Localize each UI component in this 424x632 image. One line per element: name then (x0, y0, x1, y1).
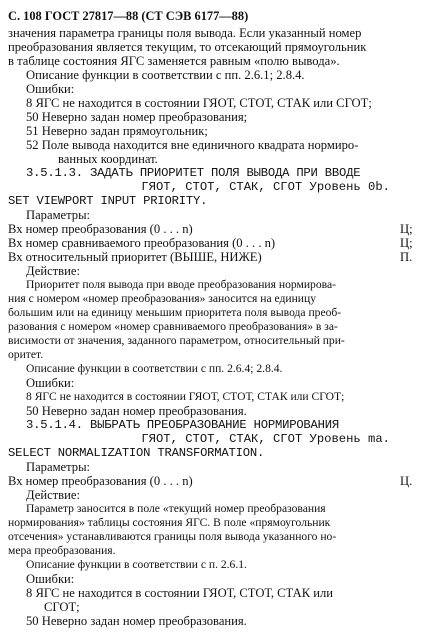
text-line: Ошибки: (26, 572, 75, 586)
text-line: Приоритет поля вывода при вводе преобразования нормирова- (26, 278, 336, 291)
text-line: разования с номером «номер сравниваемого преобразования» в за- (8, 320, 338, 333)
text-line: 52 Поле вывода находится вне единичного квадрата нормиро- (26, 138, 359, 152)
param-type: Ц; (400, 222, 413, 236)
text-line: Действие: (26, 488, 80, 502)
text-line: нормирования» таблицы состояния ЯГС. В поле «прямоугольник (8, 516, 331, 529)
text-line: 8 ЯГС не находится в состоянии ГЯОТ, СТОТ, СТАК или СГОТ; (26, 96, 372, 110)
text-line: большим или на единицу меньшим приоритета поля вывода преоб- (8, 306, 342, 319)
param-line: Вх относительный приоритет (ВЫШЕ, НИЖЕ) (8, 250, 262, 264)
param-line: Вх номер преобразования (0 . . . n) (8, 474, 193, 488)
page-header: С. 108 ГОСТ 27817—88 (СТ СЭВ 6177—88) (8, 9, 249, 23)
text-line: висимости от значения, заданного параметром, относительный при- (8, 334, 345, 347)
text-line: 51 Неверно задан прямоугольник; (26, 124, 208, 138)
param-type: Ц; (400, 236, 413, 250)
text-line: 50 Неверно задан номер преобразования. (26, 614, 247, 628)
text-line: мера преобразования. (8, 544, 116, 557)
text-line: Ошибки: (26, 376, 75, 390)
section-english: SELECT NORMALIZATION TRANSFORMATION. (8, 446, 265, 460)
text-line: преобразования является текущим, то отсекающий прямоугольник (8, 40, 367, 54)
text-line: Параметр заносится в поле «текущий номер преобразования (26, 502, 326, 515)
text-line: Параметры: (26, 208, 91, 222)
text-line: значения параметра границы поля вывода. Если указанный номер (8, 26, 362, 40)
section-states: ГЯОТ, СТОТ, СТАК, СГОТ Уровень 0b. (141, 180, 390, 194)
text-line: 50 Неверно задан номер преобразования. (26, 404, 247, 418)
text-line: Описание функции в соответствии с пп. 2.6.4; 2.8.4. (26, 362, 283, 375)
text-line: 8 ЯГС не находится в состоянии ГЯОТ, СТОТ, СТАК или СГОТ; (26, 390, 345, 403)
text-line: 8 ЯГС не находится в состоянии ГЯОТ, СТОТ, СТАК или (26, 586, 334, 600)
param-type: Ц. (400, 474, 413, 488)
text-line: СГОТ; (44, 600, 80, 614)
text-line: Действие: (26, 264, 80, 278)
section-heading: 3.5.1.4. ВЫБРАТЬ ПРЕОБРАЗОВАНИЕ НОРМИРОВАНИЯ (26, 418, 340, 432)
text-line: Описание функции в соответствии с пп. 2.6.1; 2.8.4. (26, 68, 305, 82)
text-line: ванных координат. (58, 152, 158, 166)
text-line: Ошибки: (26, 82, 75, 96)
section-english: SET VIEWPORT INPUT PRIORITY. (8, 194, 208, 208)
text-line: ния с номером «номер преобразования» заносится на единицу (8, 292, 317, 305)
text-line: 50 Неверно задан номер преобразования; (26, 110, 248, 124)
text-line: Описание функции в соответствии с п. 2.6.1. (26, 558, 247, 571)
param-line: Вх номер сравниваемого преобразования (0 . . . n) (8, 236, 276, 250)
param-type: П. (400, 250, 413, 264)
section-heading: 3.5.1.3. ЗАДАТЬ ПРИОРИТЕТ ПОЛЯ ВЫВОДА ПРИ ВВОДЕ (26, 166, 361, 180)
text-line: оритет. (8, 348, 44, 361)
text-line: в таблице состояния ЯГС заменяется равным «полю вывода». (8, 54, 340, 68)
text-line: Параметры: (26, 460, 91, 474)
section-states: ГЯОТ, СТОТ, СТАК, СГОТ Уровень ma. (141, 432, 390, 446)
text-line: отсечения» устанавливаются границы поля вывода указанного но- (8, 530, 337, 543)
param-line: Вх номер преобразования (0 . . . n) (8, 222, 193, 236)
